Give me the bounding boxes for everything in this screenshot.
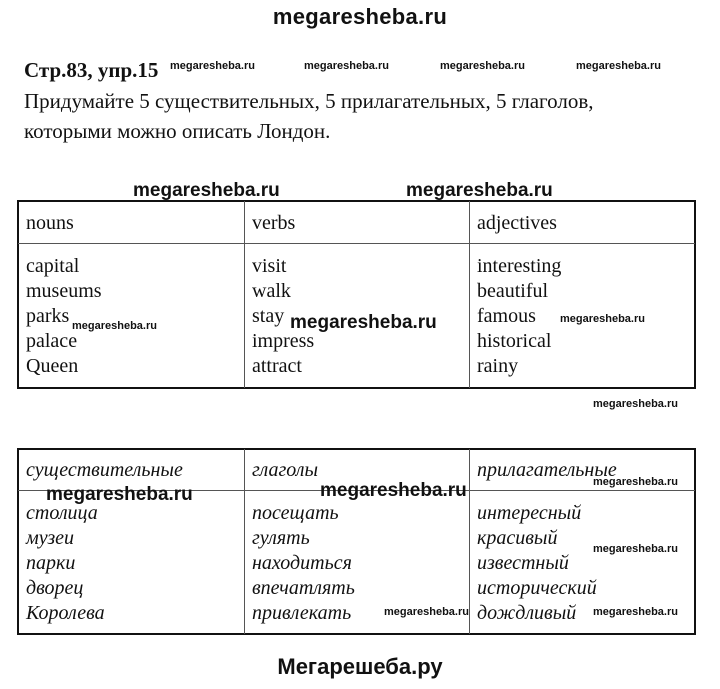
exercise-prompt-line-1: Придумайте 5 существительных, 5 прилагательных, 5 глаголов, [24,89,594,113]
watermark: megaresheba.ru [320,480,467,501]
list-item: palace [26,330,78,352]
watermark: megaresheba.ru [72,320,157,332]
list-item: famous [477,305,536,327]
list-item: beautiful [477,280,549,302]
table-english [17,200,696,389]
table-divider [18,243,695,244]
list-item: впечатлять [252,577,355,599]
list-item: visit [252,255,287,277]
column-header-adjectives: adjectives [477,212,557,234]
column-header-verbs: verbs [252,212,296,234]
list-item: интересный [477,502,582,524]
column-header-adjectives-ru: прилагательные [477,459,617,481]
list-item: interesting [477,255,562,277]
watermark: megaresheba.ru [170,60,255,72]
site-footer-logo: Мегарешеба.ру [277,654,443,679]
table-divider [469,201,470,388]
watermark: megaresheba.ru [560,313,645,325]
list-item: capital [26,255,80,277]
exercise-prompt-line-2: которыми можно описать Лондон. [24,119,331,143]
watermark: megaresheba.ru [593,543,678,555]
list-item: известный [477,552,569,574]
table-divider [244,449,245,634]
list-item: красивый [477,527,558,549]
watermark: megaresheba.ru [304,60,389,72]
list-item: Queen [26,355,79,377]
list-item: parks [26,305,70,327]
list-item: historical [477,330,552,352]
list-item: impress [252,330,315,352]
table-divider [469,449,470,634]
list-item: гулять [252,527,310,549]
list-item: stay [252,305,285,327]
list-item: дождливый [477,602,577,624]
column-header-nouns: nouns [26,212,74,234]
exercise-title: Стр.83, упр.15 [24,58,159,82]
verb-list-ru [252,501,355,626]
list-item: исторический [477,577,597,599]
list-item: находиться [252,552,352,574]
watermark: megaresheba.ru [593,606,678,618]
adjective-list [477,254,561,379]
list-item: парки [26,552,76,574]
watermark: megaresheba.ru [290,312,437,333]
list-item: attract [252,355,302,377]
list-item: посещать [252,502,339,524]
list-item: walk [252,280,291,302]
column-header-nouns-ru: существительные [26,459,183,481]
adjective-list-ru [477,501,597,626]
noun-list-ru [26,501,105,626]
site-header-logo: megaresheba.ru [272,4,448,29]
noun-list [26,254,102,379]
watermark: megaresheba.ru [133,180,280,201]
list-item: привлекать [252,602,352,624]
watermark: megaresheba.ru [576,60,661,72]
watermark: megaresheba.ru [440,60,525,72]
list-item: Королева [26,602,105,624]
list-item: дворец [26,577,84,599]
watermark: megaresheba.ru [593,476,678,488]
watermark: megaresheba.ru [384,606,469,618]
watermark: megaresheba.ru [593,398,678,410]
list-item: rainy [477,355,519,377]
list-item: музеи [26,527,75,549]
list-item: столица [26,502,98,524]
column-header-verbs-ru: глаголы [252,459,319,481]
list-item: museums [26,280,102,302]
table-divider [244,201,245,388]
watermark: megaresheba.ru [46,484,193,505]
watermark: megaresheba.ru [406,180,553,201]
